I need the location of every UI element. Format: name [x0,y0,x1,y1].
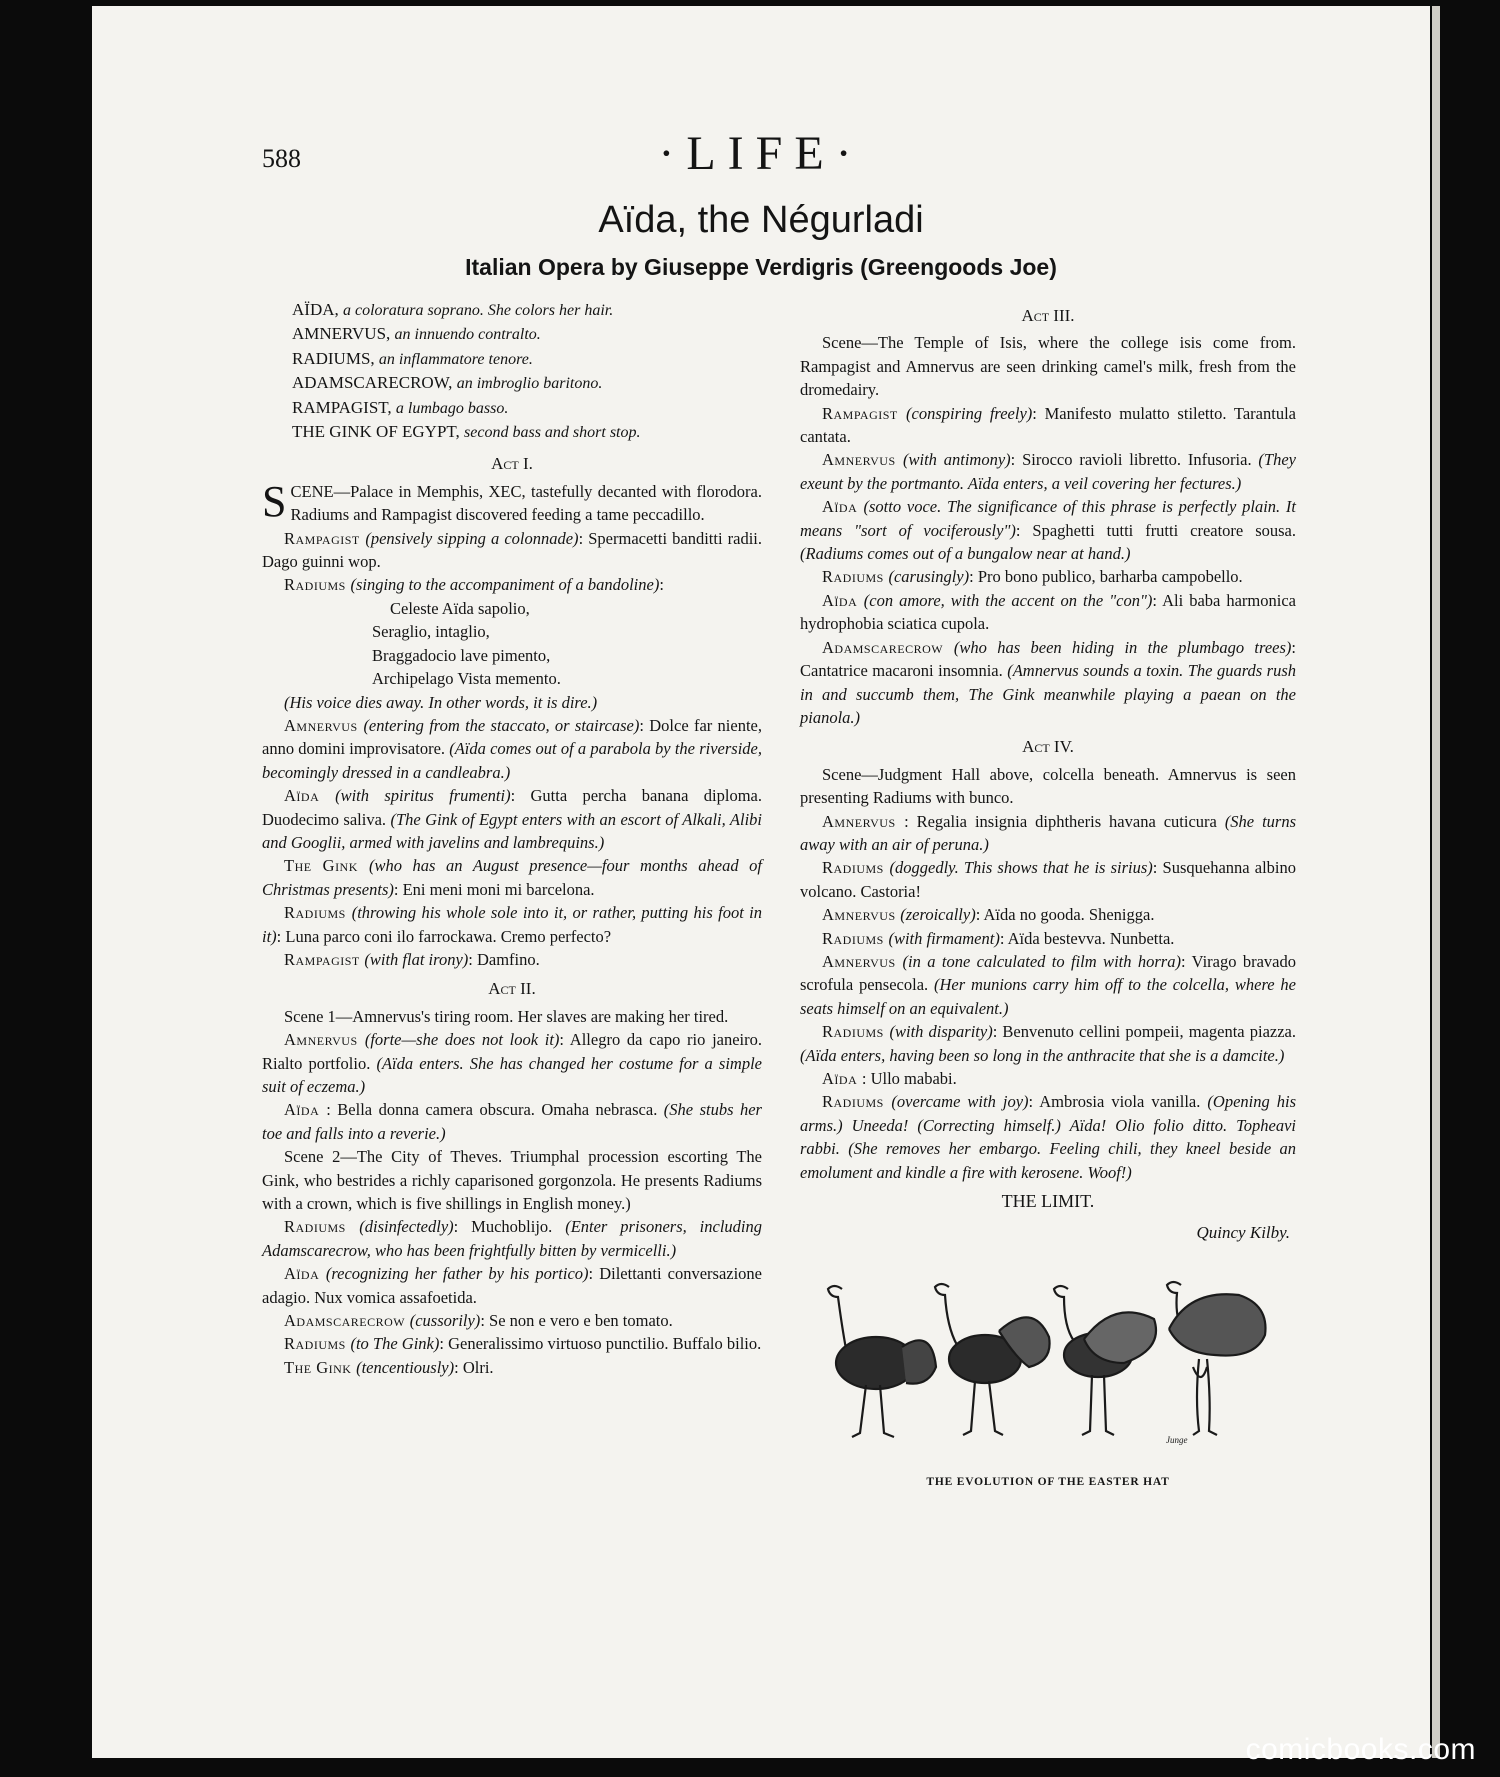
dialogue-line [800,950,1296,1020]
spoken-text: : Aïda no gooda. Shenigga. [975,905,1155,925]
cast-description: an inflammatore tenore. [378,350,533,368]
spoken-text: : [659,575,664,595]
spoken-text: : Manifesto mulatto stiletto. Tarantula cantata. [800,403,1296,447]
stage-direction: (forte—she does not look it) [364,1030,560,1050]
scene-description: Scene—The Temple of Isis, where the college isis come from. Rampagist and Amnervus are seen drinking camel's milk, fresh from the dromedairy. [800,333,1296,400]
stage-direction: (zeroically) [900,905,976,925]
speaker-name: Amnervus [822,811,905,831]
spoken-text: : Ali baba harmonica hydrophobia sciatica cupola. [800,590,1296,634]
cast-name: RAMPAGIST, [292,397,396,417]
dialogue-line [262,854,762,901]
the-limit-heading: THE LIMIT. [1001,1191,1095,1212]
speaker-name: Amnervus [284,715,364,735]
dialogue-line [262,1309,762,1332]
stage-direction: (Radiums comes out of a bungalow near at hand.) [800,544,1131,564]
dialogue-line [800,636,1296,730]
speaker-name: Radiums [284,575,351,595]
article-title: Aïda, the Négurladi [598,199,924,241]
dialogue-line [800,927,1296,950]
spoken-text: : Eni meni moni mi barcelona. [393,879,595,899]
spoken-text: : Benvenuto cellini pompeii, magenta piazza. [992,1022,1296,1042]
dialogue-line [800,495,1296,565]
spoken-text: : Generalissimo virtuoso punctilio. Buffalo bilio. [439,1334,762,1354]
left-column [262,298,762,1379]
dialogue-line [800,903,1296,926]
song-verse [262,597,762,691]
dialogue-line [262,1262,762,1309]
stage-direction: (pensively sipping a colonnade) [365,528,579,548]
dialogue-line [800,589,1296,636]
spoken-text: : Dilettanti conversazione adagio. Nux vomica assafoetida. [262,1264,762,1307]
stage-direction: (to The Gink) [350,1334,440,1354]
act-heading: Act III. [1021,306,1075,325]
dialogue-line [262,901,762,948]
dialogue-line [800,448,1296,495]
stage-direction: (Aïda comes out of a parabola by the riverside, becomingly dressed in a candleabra.) [262,739,762,782]
speaker-name: Radiums [284,903,352,923]
spoken-text: : Aïda bestevva. Nunbetta. [999,928,1175,948]
spoken-text: : Olri. [454,1357,494,1377]
stage-direction: (His voice dies away. In other words, it is dire.) [284,692,598,712]
act-heading: Act I. [491,454,533,474]
spoken-text: : Ambrosia viola vanilla. [1028,1092,1208,1112]
stage-direction: (with flat irony) [364,949,469,969]
magazine-page [92,6,1430,1758]
page-header [92,126,1430,186]
scene-description: Scene 2—The City of Theves. Triumphal procession escorting The Gink, who bestrides a richly caparisoned gorgonzola. He presents Radiums with a crown, which is five shillings in English money.) [262,1147,762,1214]
speaker-name: Adamscarecrow [284,1311,410,1331]
spoken-text: : Spaghetti tutti frutti creatore sousa. [1015,520,1296,540]
dialogue-line [262,1028,762,1098]
stage-direction: (who has an August presence—four months ahead of Christmas presents) [262,856,762,899]
stage-direction: (overcame with joy) [891,1092,1029,1112]
author-signature: Quincy Kilby. [1196,1223,1290,1243]
speaker-name: Radiums [822,1022,890,1042]
verse-line: Celeste Aïda sapolio, [390,598,530,618]
cast-description: a coloratura soprano. She colors her hair. [343,302,614,319]
spoken-text: : Cantatrice macaroni insomnia. [800,637,1296,681]
speaker-name: Radiums [822,928,889,948]
spoken-text: : Bella donna camera obscura. Omaha nebrasca. [326,1100,664,1120]
act-heading: Act IV. [1022,737,1074,757]
stage-direction: (Opening his arms.) Uneeda! (Correcting himself.) Aïda! Olio folio ditto. Topheavi rabbi. (She removes her embargo. Feeling chili, they kneel beside an emolument and kindle a fire with kerosene. Woof!) [800,1092,1297,1182]
stage-direction: (Aïda enters. She has changed her costume for a simple suit of eczema.) [262,1053,762,1096]
verse-line: Braggadocio lave pimento, [372,645,551,665]
stage-direction: (They exeunt by the portmanto. Aïda enters, a veil covering her fectures.) [800,450,1296,493]
verse-line: Archipelago Vista memento. [372,669,561,689]
right-column [800,298,1296,1494]
scene-description: Scene—Judgment Hall above, colcella beneath. Amnervus is seen presenting Radiums with bunco. [800,764,1296,808]
speaker-name: Aïda [822,1069,862,1088]
ostrich-illustration [800,1267,1296,1467]
cast-name: AÏDA, [292,300,343,319]
stage-direction: (con amore, with the accent on the "con") [863,590,1153,610]
cast-entry [292,371,762,395]
speaker-name: The Gink [284,1357,357,1377]
artist-signature: Junge [1166,1434,1188,1445]
stage-direction: (tencentiously) [356,1357,455,1377]
speaker-name: Radiums [822,1092,892,1112]
cast-entry [292,347,762,371]
ostrich-2 [935,1284,1050,1435]
cast-list [262,298,762,444]
spoken-text: : Allegro da capo rio janeiro. Rialto portfolio. [262,1030,762,1073]
stage-direction: (recognizing her father by his portico) [325,1264,589,1284]
stage-direction: (The Gink of Egypt enters with an escort of Alkali, Alibi and Googlii, armed with javelins and lambrequins.) [262,809,762,852]
spoken-text: : Sirocco ravioli libretto. Infusoria. [1010,450,1259,470]
stage-direction: (Aïda enters, having been so long in the anthracite that she is a damcite.) [800,1045,1285,1065]
cast-name: AMNERVUS, [292,324,395,344]
spoken-text: : Gutta percha banana diploma. Duodecimo saliva. [262,786,763,829]
speaker-name: Radiums [822,567,889,587]
spoken-text: : Ullo mababi. [861,1069,957,1088]
dialogue-line [262,1098,762,1145]
speaker-name: Aïda [284,1264,326,1284]
stage-direction: (Enter prisoners, including Adamscarecrow, who has been frightfully bitten by vermicelli.) [262,1217,762,1260]
speaker-name: Rampagist [284,528,366,548]
stage-direction: (throwing his whole sole into it, or rather, putting his foot in it) [262,903,762,946]
act-heading: Act II. [488,979,536,999]
speaker-name: Amnervus [822,450,903,470]
cast-name: ADAMSCARECROW, [292,373,457,393]
stage-direction: (carusingly) [888,567,970,587]
page-number: 588 [262,144,301,173]
dialogue-block [800,810,1296,1185]
stage-direction: (cussorily) [409,1311,481,1331]
spoken-text: : Muchoblijo. [453,1217,566,1237]
adjacent-page-edge [1432,6,1440,1758]
dialogue-line [800,1067,1296,1090]
stage-direction: (with antimony) [902,450,1011,470]
dialogue-line [800,856,1296,903]
spoken-text: : Se non e vero e ben tomato. [480,1311,673,1331]
speaker-name: Radiums [822,858,890,878]
dialogue-line [800,402,1296,449]
stage-direction: (She stubs her toe and falls into a reverie.) [262,1100,762,1143]
drop-cap: S [262,476,287,526]
spoken-text: : Spermacetti banditti radii. Dago guinni wop. [262,528,762,572]
dialogue-block [262,1215,762,1379]
spoken-text: : Susquehanna albino volcano. Castoria! [800,858,1296,901]
dialogue-block [262,1028,762,1145]
spoken-text: : Virago bravado scrofula pensecola. [800,951,1296,995]
speaker-name: Aïda [284,1100,327,1120]
stage-direction: (with disparity) [889,1022,993,1042]
scene-description: SCENE—Palace in Memphis, XEC, tastefully decanted with florodora. Radiums and Rampagist discovered feeding a tame peccadillo. [262,476,762,526]
dialogue-block [800,402,1296,730]
cast-description: an innuendo contralto. [394,326,541,344]
cast-entry [292,322,762,346]
cast-description: a lumbago basso. [395,399,509,417]
dialogue-line [262,573,762,596]
stage-direction: (conspiring freely) [906,403,1033,423]
dialogue-line [262,527,762,574]
dialogue-block [262,527,762,597]
stage-direction: (Her munions carry him off to the colcella, where he seats himself on an equivalent.) [800,975,1296,1018]
scene-description: Scene 1—Amnervus's tiring room. Her slaves are making her tired. [284,1006,729,1026]
speaker-name: Adamscarecrow [822,637,954,657]
stage-direction: (with firmament) [888,928,1000,948]
cast-entry [292,298,762,322]
spoken-text: : Pro bono publico, barharba campobello. [969,567,1243,587]
dialogue-line [800,810,1296,857]
ostrich-drawing [814,1267,1284,1447]
stage-direction: (in a tone calculated to film with horra) [902,951,1181,971]
stage-direction: (entering from the staccato, or staircase) [363,715,640,735]
ostrich-3 [1054,1286,1156,1435]
ostrich-1 [828,1286,936,1437]
cast-entry [292,420,762,444]
dialogue-line [262,784,762,854]
stage-direction: (She turns away with an air of peruna.) [800,811,1296,854]
masthead: ·LIFE· [658,127,864,180]
stage-direction: (singing to the accompaniment of a bandoline) [350,575,660,595]
speaker-name: Amnervus [822,905,901,925]
ostrich-4 [1167,1282,1265,1435]
stage-direction: (disinfectedly) [359,1217,454,1237]
cast-entry [292,396,762,420]
spoken-text: : Dolce far niente, anno domini improvisatore. [262,715,762,759]
stage-direction: (sotto voce. The significance of this phrase is perfectly plain. It means "sort of vociferously") [800,497,1297,540]
cast-description: an imbroglio baritono. [456,375,603,393]
spoken-text: : Luna parco coni ilo farrockawa. Cremo perfecto? [276,926,612,946]
cast-description: second bass and short stop. [464,424,641,442]
stage-direction: (doggedly. This shows that he is sirius) [889,858,1153,878]
verse-line: Seraglio, intaglio, [372,622,490,642]
stage-direction: (who has been hiding in the plumbago trees) [953,637,1292,657]
article-subtitle: Italian Opera by Giuseppe Verdigris (Greengoods Joe) [465,254,1057,280]
speaker-name: Aïda [822,497,864,517]
speaker-name: Rampagist [822,403,906,423]
stage-direction: (with spiritus frumenti) [335,786,511,806]
watermark: comicbooks.com [1245,1733,1476,1766]
speaker-name: Rampagist [284,949,365,969]
speaker-name: Aïda [822,590,864,610]
cast-name: RADIUMS, [292,348,379,368]
illustration-caption: THE EVOLUTION OF THE EASTER HAT [926,1475,1170,1488]
speaker-name: Aïda [284,786,336,806]
speaker-name: Radiums [284,1217,360,1237]
speaker-name: Amnervus [284,1030,365,1050]
dialogue-line [800,1090,1296,1184]
spoken-text: : Regalia insignia diphtheris havana cuticura [904,811,1225,831]
speaker-name: Amnervus [822,951,903,971]
spoken-text: : Damfino. [468,949,540,969]
dialogue-line [262,1356,762,1379]
dialogue-line [262,948,762,971]
speaker-name: The Gink [284,856,369,876]
speaker-name: Radiums [284,1334,351,1354]
dialogue-line [800,1020,1296,1067]
dialogue-line [800,565,1296,588]
dialogue-line [262,1332,762,1355]
dialogue-line [262,1215,762,1262]
cast-name: THE GINK OF EGYPT, [292,422,465,442]
dialogue-line [262,714,762,784]
stage-direction: (Amnervus sounds a toxin. The guards rush in and succumb them, The Gink meanwhile playing a paean on the pianola.) [800,661,1296,727]
dialogue-block [262,714,762,971]
